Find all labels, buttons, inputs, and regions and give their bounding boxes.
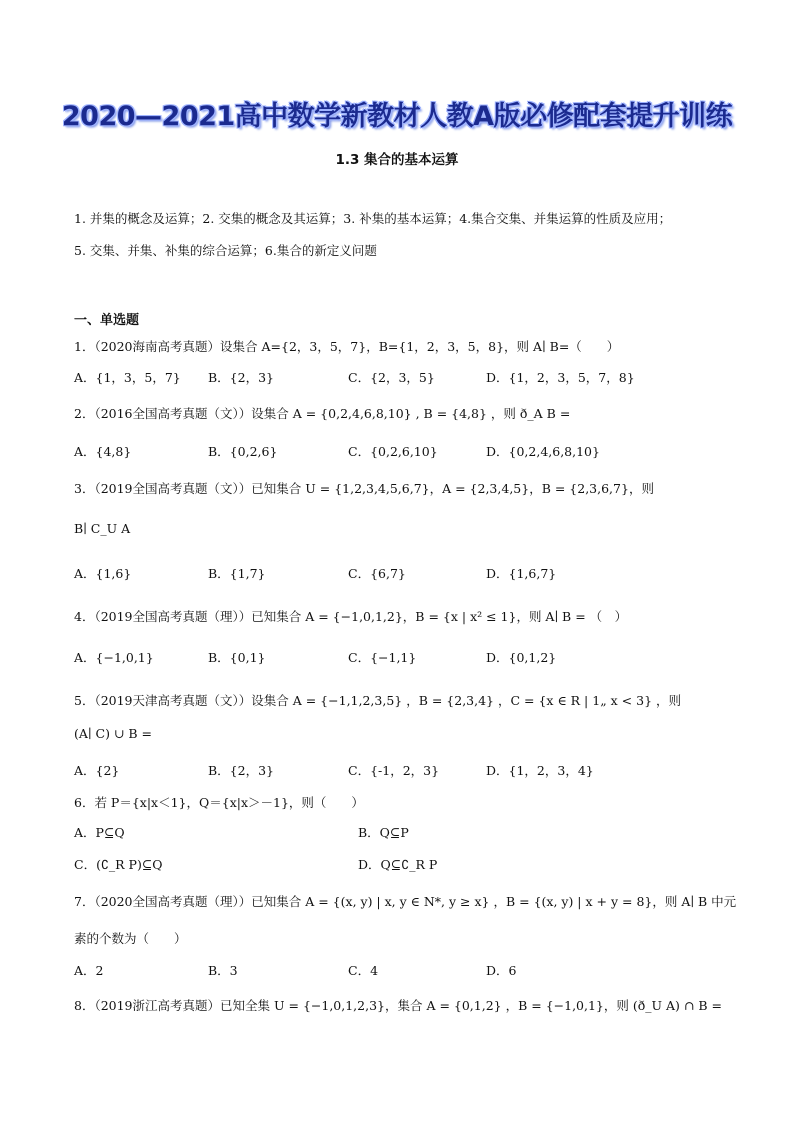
option-c: C．{0,2,6,10} xyxy=(348,444,438,459)
intro-line-1: 1. 并集的概念及运算；2. 交集的概念及其运算；3. 补集的基本运算；4.集合交集、并集运算的性质及应用； xyxy=(74,211,672,226)
question-stem: 7．（2020全国高考真题（理））已知集合 A = {(x, y) | x, y ∈ N*, y ≥ x} ，B = {(x, y) | x + y = 8}，则 A∣ B 中元 xyxy=(74,894,737,909)
option-d: D．{0,2,4,6,8,10} xyxy=(486,444,600,459)
question-stem: 3．（2019全国高考真题（文））已知集合 U = {1,2,3,4,5,6,7}，A = {2,3,4,5}，B = {2,3,6,7}，则 xyxy=(74,481,654,496)
option-a: A．{−1,0,1} xyxy=(74,650,154,665)
option-b: B．Q⊆P xyxy=(358,825,409,840)
page-title: 2020—2021高中数学新教材人教A版必修配套提升训练 xyxy=(61,101,733,132)
option-b: B．{2，3} xyxy=(208,763,274,778)
option-b: B．3 xyxy=(208,963,238,978)
question-stem-continued: (A∣ C) ∪ B = xyxy=(74,726,153,741)
section-heading: 一、单选题 xyxy=(74,313,140,328)
question-stem: 2．（2016全国高考真题（文））设集合 A = {0,2,4,6,8,10} , B = {4,8} ，则 ð_A B = xyxy=(74,406,571,421)
question-stem: 8．（2019浙江高考真题）已知全集 U = {−1,0,1,2,3}，集合 A = {0,1,2} ，B = {−1,0,1}，则 (ð_U A) ∩ B = xyxy=(74,998,722,1013)
option-d: D．{1,6,7} xyxy=(486,566,557,581)
option-b: B．{0,2,6} xyxy=(208,444,278,459)
option-b: B．{1,7} xyxy=(208,566,266,581)
option-a: A．{1,6} xyxy=(74,566,132,581)
option-a: A．{1，3，5，7} xyxy=(74,370,181,385)
option-c: C．4 xyxy=(348,963,379,978)
page-subtitle: 1.3 集合的基本运算 xyxy=(335,152,459,168)
option-a: A．P⊆Q xyxy=(74,825,125,840)
option-a: A．{2} xyxy=(74,763,120,778)
question-stem: 1．（2020海南高考真题）设集合 A={2，3，5，7}，B={1，2，3，5，8}，则 A∣ B=（ ） xyxy=(74,339,620,354)
question-stem: 6．若 P＝{x|x＜1}，Q＝{x|x＞－1}，则（ ） xyxy=(74,795,364,810)
option-d: D．{0,1,2} xyxy=(486,650,557,665)
option-d: D．{1，2，3，5，7，8} xyxy=(486,370,635,385)
option-c: C．{2，3，5} xyxy=(348,370,435,385)
option-b: B．{0,1} xyxy=(208,650,266,665)
option-d: D．6 xyxy=(486,963,517,978)
intro-line-2: 5. 交集、并集、补集的综合运算；6.集合的新定义问题 xyxy=(74,243,377,258)
option-c: C．{6,7} xyxy=(348,566,406,581)
question-stem: 4．（2019全国高考真题（理））已知集合 A = {−1,0,1,2}，B = {x | x² ≤ 1}，则 A∣ B = （ ） xyxy=(74,609,628,624)
question-stem: 5．（2019天津高考真题（文））设集合 A = {−1,1,2,3,5} ，B = {2,3,4} ，C = {x ∈ R | 1„ x < 3} ，则 xyxy=(74,693,681,708)
option-a: A．2 xyxy=(74,963,104,978)
option-c: C．(∁_R P)⊆Q xyxy=(74,857,163,872)
option-a: A．{4,8} xyxy=(74,444,132,459)
option-b: B．{2，3} xyxy=(208,370,274,385)
option-d: D．Q⊆∁_R P xyxy=(358,857,438,872)
option-c: C．{−1,1} xyxy=(348,650,417,665)
question-stem-continued: 素的个数为（ ） xyxy=(74,931,187,946)
question-stem-continued: B∣ C_U A xyxy=(74,521,131,536)
option-d: D．{1，2，3，4} xyxy=(486,763,594,778)
option-c: C．{-1，2，3} xyxy=(348,763,440,778)
